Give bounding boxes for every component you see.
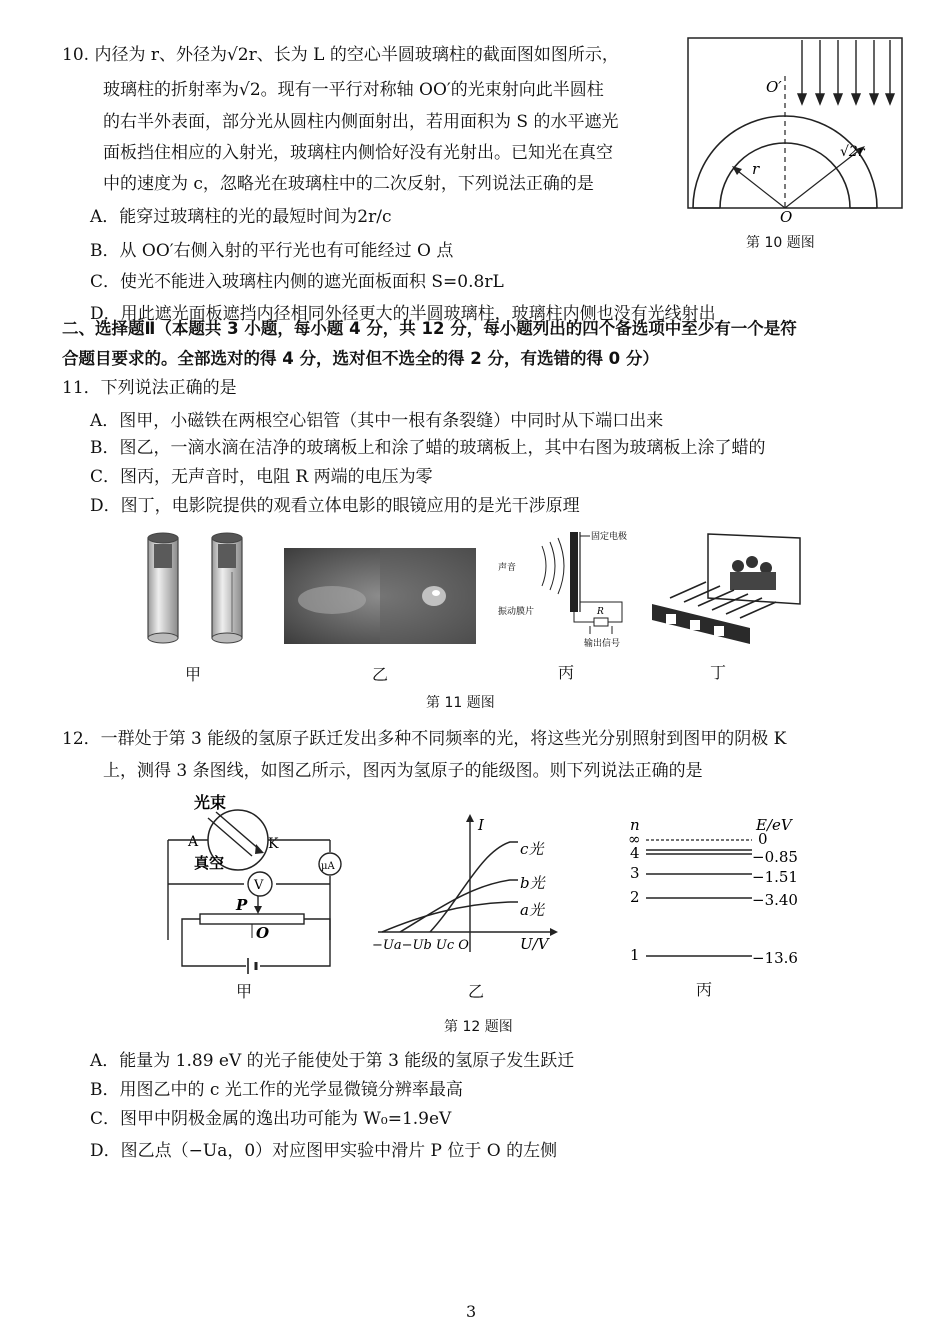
q11-option-d: D．图丁，电影院提供的观看立体电影的眼镜应用的是光干涉原理 xyxy=(90,496,580,516)
section2-line-1: 二、选择题Ⅱ（本题共 3 小题，每小题 4 分，共 12 分，每小题列出的四个备选项中至少有一个是符 xyxy=(62,319,797,338)
q12-jia-k: K xyxy=(268,836,279,852)
q12-bing-level-inf-e: 0 xyxy=(758,830,768,848)
q10-line-2: 玻璃柱的折射率为√2。现有一平行对称轴 OO′的光束射向此半圆柱 xyxy=(103,80,604,100)
q10-label-o-prime: O′ xyxy=(766,78,782,96)
q11-label-ding: 丁 xyxy=(710,663,727,682)
q12-bing-level-4-n: 4 xyxy=(630,844,640,862)
q12-yi-y-axis: I xyxy=(478,816,484,834)
q12-line-2: 上，测得 3 条图线，如图乙所示，图丙为氢原子的能级图。则下列说法正确的是 xyxy=(103,761,703,781)
q12-yi-curve-b: b光 xyxy=(520,874,545,892)
q10-label-r: r xyxy=(752,160,760,178)
q12-option-b: B．用图乙中的 c 光工作的光学显微镜分辨率最高 xyxy=(90,1080,463,1100)
q12-bing-e-header: E/eV xyxy=(756,816,792,834)
q11-bing-fixed-electrode: 固定电极 xyxy=(591,532,628,542)
q12-bing-level-3-n: 3 xyxy=(630,864,640,882)
q12-bing-level-2-e: −3.40 xyxy=(752,891,798,909)
q11-bing-diaphragm: 振动膜片 xyxy=(498,607,535,617)
q10-option-c: C．使光不能进入玻璃柱内侧的遮光面板面积 S=0.8rL xyxy=(90,272,504,292)
q12-bing-level-3-e: −1.51 xyxy=(752,868,798,886)
q11-caption: 第 11 题图 xyxy=(426,695,495,711)
q12-yi-x-ticks: −Ua−Ub Uc O xyxy=(372,938,469,953)
q11-figure-jia xyxy=(140,528,260,646)
q12-bing-n-header: n xyxy=(630,816,640,834)
q11-bing-resistor: R xyxy=(597,607,604,617)
q11-figure-yi xyxy=(284,548,476,644)
q12-yi-curve-c: c光 xyxy=(520,840,544,858)
q11-label-yi: 乙 xyxy=(372,665,389,684)
q12-yi-curve-a: a光 xyxy=(520,901,544,919)
q12-option-a: A．能量为 1.89 eV 的光子能使处于第 3 能级的氢原子发生跃迁 xyxy=(90,1051,575,1071)
q10-line-4: 面板挡住相应的入射光，玻璃柱内侧恰好没有光射出。已知光在真空 xyxy=(103,143,613,163)
q12-bing-level-1-n: 1 xyxy=(630,946,640,964)
q12-jia-ammeter: μA xyxy=(321,861,335,872)
q12-jia-vacuum: 真空 xyxy=(194,854,225,872)
q12-label-yi: 乙 xyxy=(468,982,485,1001)
q12-bing-level-4-e: −0.85 xyxy=(752,848,798,866)
q12-jia-a: A xyxy=(188,834,199,850)
q10-label-outer: √2r xyxy=(840,144,865,160)
section2-line-2: 合题目要求的。全部选对的得 4 分，选对但不选全的得 2 分，有选错的得 0 分） xyxy=(62,349,659,368)
q11-option-b: B．图乙，一滴水滴在洁净的玻璃板上和涂了蜡的玻璃板上，其中右图为玻璃板上涂了蜡的 xyxy=(90,438,766,458)
q12-figure-jia xyxy=(160,792,360,978)
q11-bing-output: 输出信号 xyxy=(584,639,621,649)
q12-jia-voltmeter: V xyxy=(254,878,264,893)
q12-figure-bing xyxy=(624,812,824,972)
q12-yi-x-axis: U/V xyxy=(520,935,549,953)
q12-jia-p: P xyxy=(236,896,248,914)
q12-jia-o: O xyxy=(256,924,270,942)
q10-option-b: B．从 OO′右侧入射的平行光也有可能经过 O 点 xyxy=(90,241,454,261)
q10-label-o: O xyxy=(780,208,793,226)
q11-figure-ding xyxy=(650,528,810,648)
q12-label-jia: 甲 xyxy=(236,982,253,1001)
q12-option-c: C．图甲中阴极金属的逸出功可能为 W₀=1.9eV xyxy=(90,1109,452,1129)
q11-label-jia: 甲 xyxy=(185,665,202,684)
q11-option-a: A．图甲，小磁铁在两根空心铝管（其中一根有条裂缝）中同时从下端口出来 xyxy=(90,411,664,431)
q12-caption: 第 12 题图 xyxy=(444,1019,513,1035)
q11-option-c: C．图丙，无声音时，电阻 R 两端的电压为零 xyxy=(90,467,433,487)
q10-caption: 第 10 题图 xyxy=(746,235,815,251)
q12-line-1: 12．一群处于第 3 能级的氢原子跃迁发出多种不同频率的光，将这些光分别照射到图甲的阴极 K xyxy=(62,729,787,749)
q11-label-bing: 丙 xyxy=(558,663,575,682)
q11-stem: 11．下列说法正确的是 xyxy=(62,378,237,398)
q12-jia-beam: 光束 xyxy=(194,793,227,812)
q10-figure xyxy=(682,36,912,226)
q12-bing-level-1-e: −13.6 xyxy=(752,949,798,967)
q10-option-d: D．用此遮光面板遮挡内径相同外径更大的半圆玻璃柱，玻璃柱内侧也没有光线射出 xyxy=(90,304,716,324)
q10-option-a: A．能穿过玻璃柱的光的最短时间为2r/c xyxy=(90,207,392,227)
q12-figure-yi xyxy=(370,812,560,962)
q10-line-1: 10. 内径为 r、外径为√2r、长为 L 的空心半圆玻璃柱的截面图如图所示， xyxy=(62,45,619,65)
q11-bing-sound: 声音 xyxy=(498,563,517,573)
q10-line-3: 的右半外表面，部分光从圆柱内侧面射出，若用面积为 S 的水平遮光 xyxy=(103,112,619,132)
page-number: 3 xyxy=(466,1302,477,1321)
q12-bing-level-2-n: 2 xyxy=(630,888,640,906)
q12-bing-level-inf-n: ∞ xyxy=(628,830,641,848)
q11-figure-bing xyxy=(494,526,644,650)
q12-option-d: D．图乙点（−Ua，0）对应图甲实验中滑片 P 位于 O 的左侧 xyxy=(90,1141,558,1161)
q10-line-5: 中的速度为 c，忽略光在玻璃柱中的二次反射，下列说法正确的是 xyxy=(103,174,594,194)
q12-label-bing: 丙 xyxy=(696,980,713,999)
